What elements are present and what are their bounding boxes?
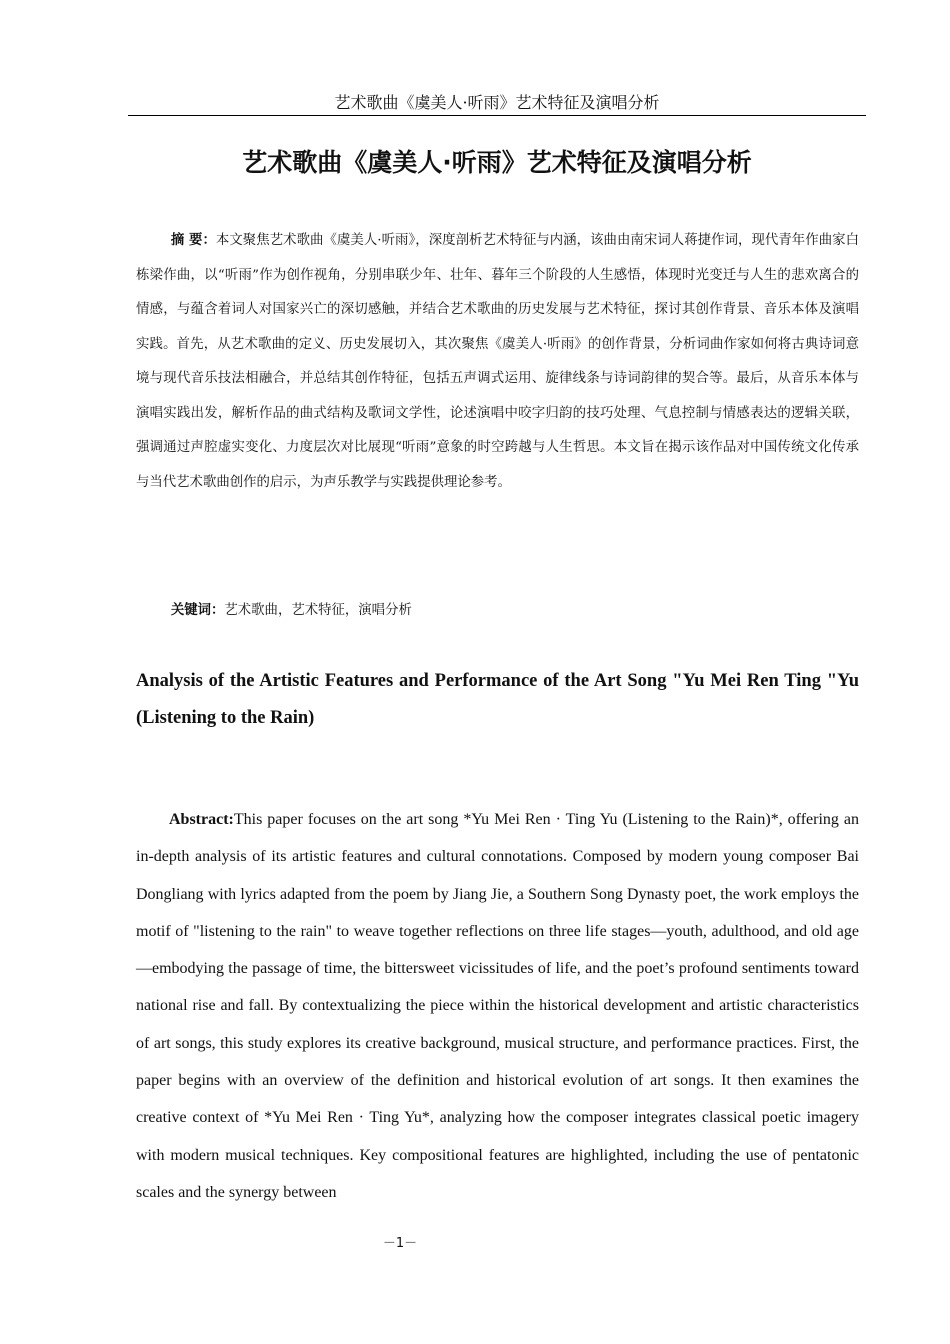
english-abstract: [136, 801, 859, 1211]
chinese-keywords-label: 关键词：: [170, 603, 225, 618]
english-title: Analysis of the Artistic Features and Performance of the Art Song "Yu Mei Ren Ting "Yu (Listening to the Rain): [136, 671, 859, 728]
english-abstract-text: This paper focuses on the art song *Yu Mei Ren · Ting Yu (Listening to the Rain)*, offering an in-depth analysis of its artistic features and cultural connotations. Composed by modern young composer Bai Dongliang with lyrics adapted from the poem by Jiang Jie, a Southern Song Dynasty poet, the work employs the motif of "listening to the rain" to weave together reflections on three life stages—youth, adulthood, and old age—embodying the passage of time, the bittersweet vicissitudes of life, and the poet’s profound sentiments toward national rise and fall. By contextualizing the piece within the historical development and artistic characteristics of art songs, this study explores its creative background, musical structure, and performance practices. First, the paper begins with an overview of the definition and historical evolution of art songs. It then examines the creative context of *Yu Mei Ren · Ting Yu*, analyzing how the composer integrates classical poetic imagery with modern musical techniques. Key compositional features are highlighted, including the use of pentatonic scales and the synergy between: [136, 811, 859, 1201]
chinese-keywords-text: 艺术歌曲，艺术特征，演唱分析: [224, 603, 412, 618]
paper-title: 艺术歌曲《虞美人·听雨》艺术特征及演唱分析: [242, 148, 752, 177]
chinese-abstract: [136, 224, 859, 500]
chinese-keywords: [136, 595, 859, 627]
english-abstract-label: Abstract:: [169, 811, 234, 828]
running-header: 艺术歌曲《虞美人·听雨》艺术特征及演唱分析: [128, 92, 866, 116]
chinese-abstract-text: 本文聚焦艺术歌曲《虞美人·听雨》，深度剖析艺术特征与内涵，该曲由南宋词人蒋捷作词，现代青年作曲家白栋梁作曲，以“听雨”作为创作视角，分别串联少年、壮年、暮年三个阶段的人生感悟，体现时光变迁与人生的悲欢离合的情感，与蕴含着词人对国家兴亡的深切感触，并结合艺术歌曲的历史发展与艺术特征，探讨其创作背景、音乐本体及演唱实践。首先，从艺术歌曲的定义、历史发展切入，其次聚焦《虞美人·听雨》的创作背景，分析词曲作家如何将古典诗词意境与现代音乐技法相融合，并总结其创作特征，包括五声调式运用、旋律线条与诗词韵律的契合等。最后，从音乐本体与演唱实践出发，解析作品的曲式结构及歌词文学性，论述演唱中咬字归韵的技巧处理、气息控制与情感表达的逻辑关联，强调通过声腔虚实变化、力度层次对比展现“听雨”意象的时空跨越与人生哲思。本文旨在揭示该作品对中国传统文化传承与当代艺术歌曲创作的启示，为声乐教学与实践提供理论参考。: [136, 233, 859, 490]
page-number: －1－: [382, 1236, 418, 1251]
chinese-abstract-label: 摘 要：: [170, 233, 216, 248]
